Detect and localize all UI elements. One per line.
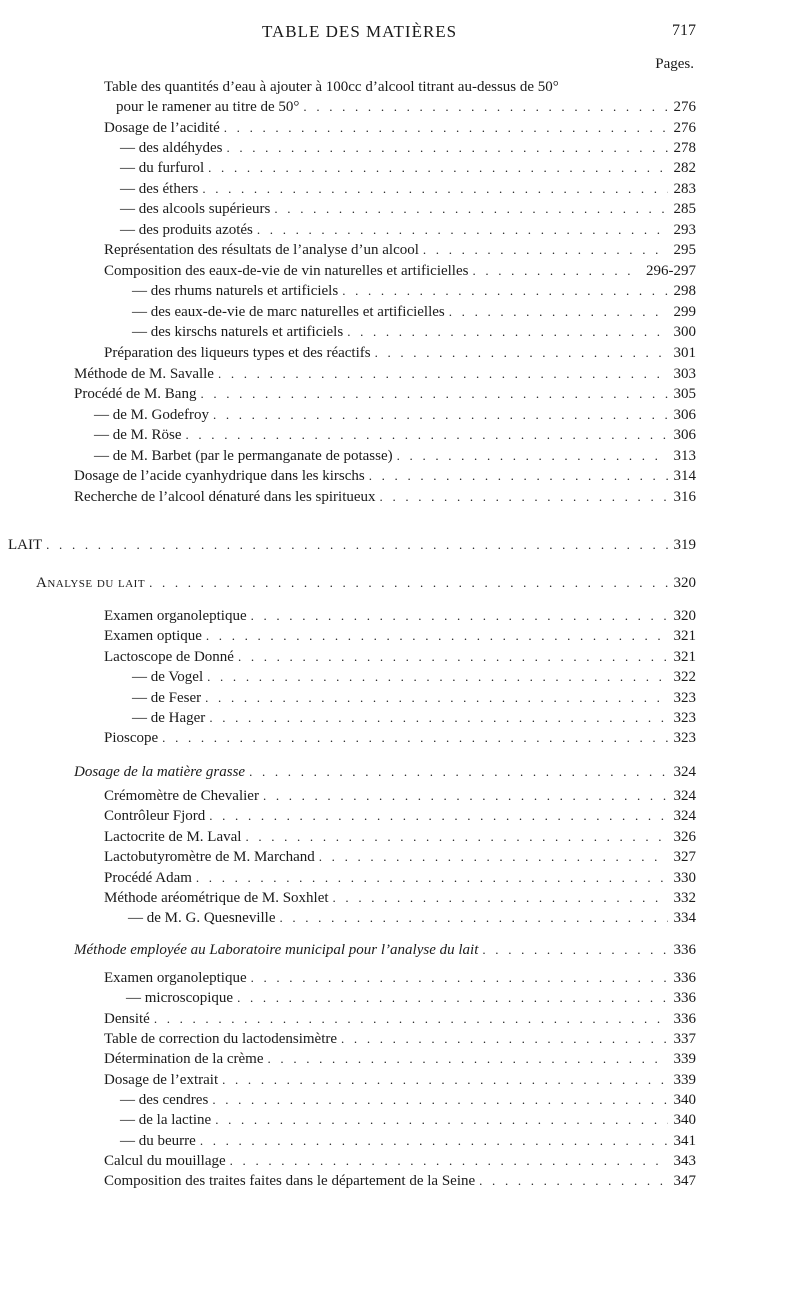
toc-entry-text: Composition des eaux-de-vie de vin naturelles et artificielles xyxy=(104,263,469,279)
toc-entry xyxy=(104,240,696,260)
toc-entry xyxy=(120,1131,696,1151)
leader-dots xyxy=(375,343,668,363)
toc-entry xyxy=(120,220,696,240)
toc-entry-text: — des rhums naturels et artificiels xyxy=(132,283,339,299)
toc-entry-page: 278 xyxy=(673,140,696,156)
toc-entry-text: — des éthers xyxy=(120,181,199,197)
toc-entry-page: 303 xyxy=(673,366,696,382)
leader-dots xyxy=(186,425,668,445)
leader-dots xyxy=(218,364,668,384)
toc-entry xyxy=(104,626,696,646)
toc-entry xyxy=(104,1070,696,1090)
toc-entry-page: 334 xyxy=(673,910,696,926)
leader-dots xyxy=(472,261,640,281)
toc-entry-text: Dosage de la matière grasse xyxy=(74,764,246,780)
leader-dots xyxy=(449,302,668,322)
leader-dots xyxy=(423,240,668,260)
toc-entry-page: 323 xyxy=(673,710,696,726)
toc-entry xyxy=(104,728,696,748)
toc-entry xyxy=(74,466,696,486)
toc-entry xyxy=(94,425,696,445)
toc-entry-text: Méthode de M. Savalle xyxy=(74,366,214,382)
toc-entry-text: — microscopique xyxy=(126,990,234,1006)
toc-entry xyxy=(104,1171,696,1191)
toc-entry-text: Procédé de M. Bang xyxy=(74,386,197,402)
toc-entry-text: — du beurre xyxy=(120,1133,196,1149)
leader-dots xyxy=(205,688,667,708)
toc-entry xyxy=(104,647,696,667)
toc-entry-page: 285 xyxy=(673,201,696,217)
toc-entry-text: Lactoscope de Donné xyxy=(104,649,234,665)
toc-entry xyxy=(104,1029,696,1049)
leader-dots xyxy=(380,487,668,507)
toc-entry-page: 316 xyxy=(673,489,696,505)
toc-entry-page: 332 xyxy=(673,890,696,906)
leader-dots xyxy=(369,466,668,486)
leader-dots xyxy=(222,1070,667,1090)
toc-entry xyxy=(132,281,696,301)
leader-dots xyxy=(238,647,668,667)
toc-entry-page: 327 xyxy=(673,849,696,865)
leader-dots xyxy=(154,1009,668,1029)
toc-entry-text: — de M. Röse xyxy=(94,427,182,443)
toc-entry-page: 337 xyxy=(673,1031,696,1047)
leader-dots xyxy=(479,1171,667,1191)
toc-entry-text: — de la lactine xyxy=(120,1112,212,1128)
toc-entry-page: 336 xyxy=(673,1011,696,1027)
toc-entry-page: 276 xyxy=(673,120,696,136)
toc-entry-text: Recherche de l’alcool dénaturé dans les spiritueux xyxy=(74,489,376,505)
toc-entry-text: — des cendres xyxy=(120,1092,209,1108)
toc-entry-page: 296-297 xyxy=(646,263,696,279)
page-header xyxy=(0,18,800,46)
toc-entry-page: 276 xyxy=(673,99,696,115)
toc-entry-text: — de M. G. Quesneville xyxy=(128,910,276,926)
leader-dots xyxy=(268,1049,668,1069)
toc-entry-text: — du furfurol xyxy=(120,160,205,176)
leader-dots xyxy=(202,179,667,199)
toc-entry-text: LAIT xyxy=(8,537,43,553)
toc-entry-text: Lactocrite de M. Laval xyxy=(104,829,242,845)
toc-entry xyxy=(94,405,696,425)
leader-dots xyxy=(200,384,667,404)
toc-entry xyxy=(104,261,696,281)
leader-dots xyxy=(209,806,667,826)
toc-entry-page: 343 xyxy=(673,1153,696,1169)
toc-entry xyxy=(116,97,696,117)
toc-entry-page: 323 xyxy=(673,730,696,746)
toc-entry xyxy=(104,827,696,847)
toc-entry-page: 306 xyxy=(673,427,696,443)
leader-dots xyxy=(263,786,668,806)
toc-entry xyxy=(132,302,696,322)
toc-entry-page: 339 xyxy=(673,1051,696,1067)
toc-entry xyxy=(104,786,696,806)
leader-dots xyxy=(274,199,667,219)
leader-dots xyxy=(245,827,667,847)
toc-entry xyxy=(132,688,696,708)
toc-entry xyxy=(104,118,696,138)
leader-dots xyxy=(224,118,668,138)
toc-entry-page: 336 xyxy=(673,970,696,986)
toc-entry-text: Préparation des liqueurs types et des réactifs xyxy=(104,345,371,361)
toc-entry-page: 300 xyxy=(673,324,696,340)
toc-entry xyxy=(120,1110,696,1130)
toc-entry-page: 321 xyxy=(673,628,696,644)
toc-entry-text: Table de correction du lactodensimètre xyxy=(104,1031,338,1047)
toc-entry xyxy=(120,199,696,219)
toc-entry-line: Table des quantités d’eau à ajouter à 100cc d’alcool titrant au-dessus de 50° xyxy=(104,79,559,95)
leader-dots xyxy=(149,573,667,593)
toc-entry-page: 305 xyxy=(673,386,696,402)
toc-entry xyxy=(104,606,696,626)
toc-entry-text: — des aldéhydes xyxy=(120,140,223,156)
toc-entry xyxy=(128,908,696,928)
leader-dots xyxy=(46,535,667,555)
subsection-heading xyxy=(36,573,696,593)
toc-entry xyxy=(104,343,696,363)
running-title: TABLE DES MATIÈRES xyxy=(262,22,458,41)
toc-entry xyxy=(74,364,696,384)
toc-entry xyxy=(94,446,696,466)
toc-entry xyxy=(126,988,696,1008)
section-heading-lait xyxy=(8,535,696,555)
leader-dots xyxy=(257,220,668,240)
leader-dots xyxy=(333,888,668,908)
leader-dots xyxy=(208,158,667,178)
toc-entry-text: — de M. Godefroy xyxy=(94,407,209,423)
toc-entry xyxy=(120,179,696,199)
leader-dots xyxy=(209,708,667,728)
toc-entry-page: 347 xyxy=(673,1173,696,1189)
leader-dots xyxy=(482,940,667,960)
leader-dots xyxy=(397,446,668,466)
leader-dots xyxy=(212,1090,667,1110)
leader-dots xyxy=(341,1029,667,1049)
toc-entry-page: 283 xyxy=(673,181,696,197)
toc-entry-page: 293 xyxy=(673,222,696,238)
toc-entry-text: Dosage de l’acide cyanhydrique dans les kirschs xyxy=(74,468,365,484)
toc-entry-text: Crémomètre de Chevalier xyxy=(104,788,259,804)
toc-entry-text: Méthode aréométrique de M. Soxhlet xyxy=(104,890,329,906)
toc-entry xyxy=(104,1049,696,1069)
toc-entry-page: 323 xyxy=(673,690,696,706)
leader-dots xyxy=(342,281,667,301)
leader-dots xyxy=(251,606,668,626)
leader-dots xyxy=(230,1151,668,1171)
toc-entry-page: 326 xyxy=(673,829,696,845)
toc-entry-text: — des produits azotés xyxy=(120,222,253,238)
toc-entry-text: Examen optique xyxy=(104,628,202,644)
toc-entry-text: Détermination de la crème xyxy=(104,1051,264,1067)
toc-entry xyxy=(120,1090,696,1110)
leader-dots xyxy=(251,968,668,988)
leader-dots xyxy=(162,728,667,748)
leader-dots xyxy=(200,1131,668,1151)
toc-entry-text: — de M. Barbet (par le permanganate de potasse) xyxy=(94,448,393,464)
toc-entry-text: Dosage de l’acidité xyxy=(104,120,220,136)
toc-entry xyxy=(104,1151,696,1171)
leader-dots xyxy=(226,138,667,158)
leader-dots xyxy=(303,97,667,117)
toc-entry-page: 324 xyxy=(673,764,696,780)
toc-entry-text: Représentation des résultats de l’analyse d’un alcool xyxy=(104,242,419,258)
toc-entry-text: Pioscope xyxy=(104,730,159,746)
toc-entry-page: 306 xyxy=(673,407,696,423)
toc-entry-text: — des eaux-de-vie de marc naturelles et artificielles xyxy=(132,304,445,320)
toc-entry-page: 340 xyxy=(673,1092,696,1108)
toc-entry-page: 295 xyxy=(673,242,696,258)
toc-entry-text: pour le ramener au titre de 50° xyxy=(116,99,300,115)
leader-dots xyxy=(215,1110,667,1130)
leader-dots xyxy=(319,847,668,867)
toc-entry-text: — des alcools supérieurs xyxy=(120,201,271,217)
toc-entry-page: 301 xyxy=(673,345,696,361)
toc-entry xyxy=(104,806,696,826)
toc-entry-page: 330 xyxy=(673,870,696,886)
toc-entry xyxy=(74,487,696,507)
toc-entry xyxy=(120,158,696,178)
toc-entry-text: Calcul du mouillage xyxy=(104,1153,226,1169)
toc-entry-text: — des kirschs naturels et artificiels xyxy=(132,324,344,340)
toc-entry-page: 321 xyxy=(673,649,696,665)
toc-entry-text: Examen organoleptique xyxy=(104,608,247,624)
toc-entry xyxy=(104,868,696,888)
toc-entry-text: — de Hager xyxy=(132,710,206,726)
leader-dots xyxy=(279,908,667,928)
toc-entry xyxy=(104,888,696,908)
toc-entry xyxy=(74,384,696,404)
toc-entry-page: 313 xyxy=(673,448,696,464)
page-number: 717 xyxy=(672,22,696,39)
toc-entry xyxy=(132,322,696,342)
toc-entry-text: Dosage de l’extrait xyxy=(104,1072,219,1088)
leader-dots xyxy=(206,626,668,646)
pages-column-label: Pages. xyxy=(655,56,694,72)
toc-entry-text: Procédé Adam xyxy=(104,870,192,886)
toc-entry-text: Lactobutyromètre de M. Marchand xyxy=(104,849,315,865)
toc-entry-text: — de Vogel xyxy=(132,669,204,685)
toc-entry-page: 314 xyxy=(673,468,696,484)
toc-entry xyxy=(132,667,696,687)
leader-dots xyxy=(249,762,667,782)
subsection-heading xyxy=(74,762,696,782)
leader-dots xyxy=(347,322,667,342)
toc-entry-page: 341 xyxy=(673,1133,696,1149)
toc-entry xyxy=(104,1009,696,1029)
toc-entry-page: 298 xyxy=(673,283,696,299)
toc-entry-text: Composition des traites faites dans le département de la Seine xyxy=(104,1173,476,1189)
toc-entry-page: 299 xyxy=(673,304,696,320)
toc-entry xyxy=(120,138,696,158)
subsection-heading xyxy=(74,940,696,960)
toc-entry-text: Analyse du lait xyxy=(36,575,146,591)
toc-entry-text: Examen organoleptique xyxy=(104,970,247,986)
toc-entry-text: Densité xyxy=(104,1011,150,1027)
toc-entry xyxy=(104,847,696,867)
toc-entry-text: Contrôleur Fjord xyxy=(104,808,206,824)
toc-entry xyxy=(132,708,696,728)
toc-entry-page: 324 xyxy=(673,788,696,804)
toc-entry-text: — de Feser xyxy=(132,690,202,706)
toc-entry-page: 340 xyxy=(673,1112,696,1128)
toc-entry-page: 282 xyxy=(673,160,696,176)
toc-entry-page: 322 xyxy=(673,669,696,685)
toc-entry-page: 336 xyxy=(673,990,696,1006)
leader-dots xyxy=(196,868,668,888)
leader-dots xyxy=(207,667,667,687)
toc-entry-page: 320 xyxy=(673,575,696,591)
toc-entry-page: 336 xyxy=(673,942,696,958)
toc-entry-page: 324 xyxy=(673,808,696,824)
toc-entry-page: 320 xyxy=(673,608,696,624)
leader-dots xyxy=(237,988,667,1008)
leader-dots xyxy=(213,405,668,425)
toc-entry-page: 339 xyxy=(673,1072,696,1088)
toc-entry xyxy=(104,968,696,988)
toc-entry-page: 319 xyxy=(673,537,696,553)
toc-entry-text: Méthode employée au Laboratoire municipal pour l’analyse du lait xyxy=(74,942,479,958)
